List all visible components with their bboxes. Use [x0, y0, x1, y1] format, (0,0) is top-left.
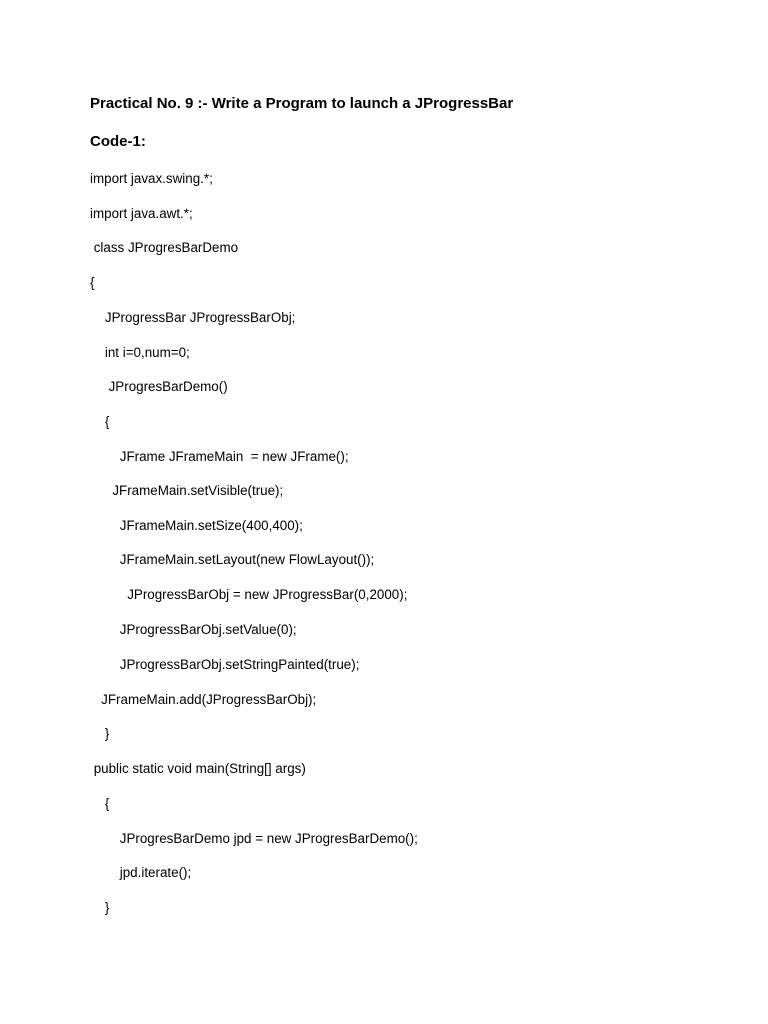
code-line: JProgressBarObj.setStringPainted(true); [90, 657, 360, 672]
code-line: JFrameMain.setVisible(true); [90, 483, 284, 498]
code-line: jpd.iterate(); [90, 865, 192, 880]
code-line: public static void main(String[] args) [90, 761, 306, 776]
code-line: import java.awt.*; [90, 206, 193, 221]
code-line: JFrameMain.setSize(400,400); [90, 518, 303, 533]
code-line: JProgressBarObj = new JProgressBar(0,2000); [90, 587, 408, 602]
code-line: class JProgresBarDemo [90, 240, 239, 255]
code-line: JProgresBarDemo jpd = new JProgresBarDemo(); [90, 831, 418, 846]
code-line: JFrameMain.setLayout(new FlowLayout()); [90, 552, 375, 567]
document-title: Practical No. 9 :- Write a Program to launch a JProgressBar [90, 95, 514, 112]
code-line: JFrameMain.add(JProgressBarObj); [90, 692, 317, 707]
code-line: JFrame JFrameMain = new JFrame(); [90, 449, 349, 464]
code-line: JProgressBarObj.setValue(0); [90, 622, 297, 637]
code-line: import javax.swing.*; [90, 171, 213, 186]
code-section-heading: Code-1: [90, 133, 146, 150]
code-line: { [90, 414, 110, 429]
code-line: { [90, 796, 110, 811]
code-line: } [90, 900, 110, 915]
code-line: JProgressBar JProgressBarObj; [90, 310, 296, 325]
code-line: } [90, 726, 110, 741]
code-line: JProgresBarDemo() [90, 379, 228, 394]
code-line: { [90, 275, 95, 290]
code-line: int i=0,num=0; [90, 345, 190, 360]
